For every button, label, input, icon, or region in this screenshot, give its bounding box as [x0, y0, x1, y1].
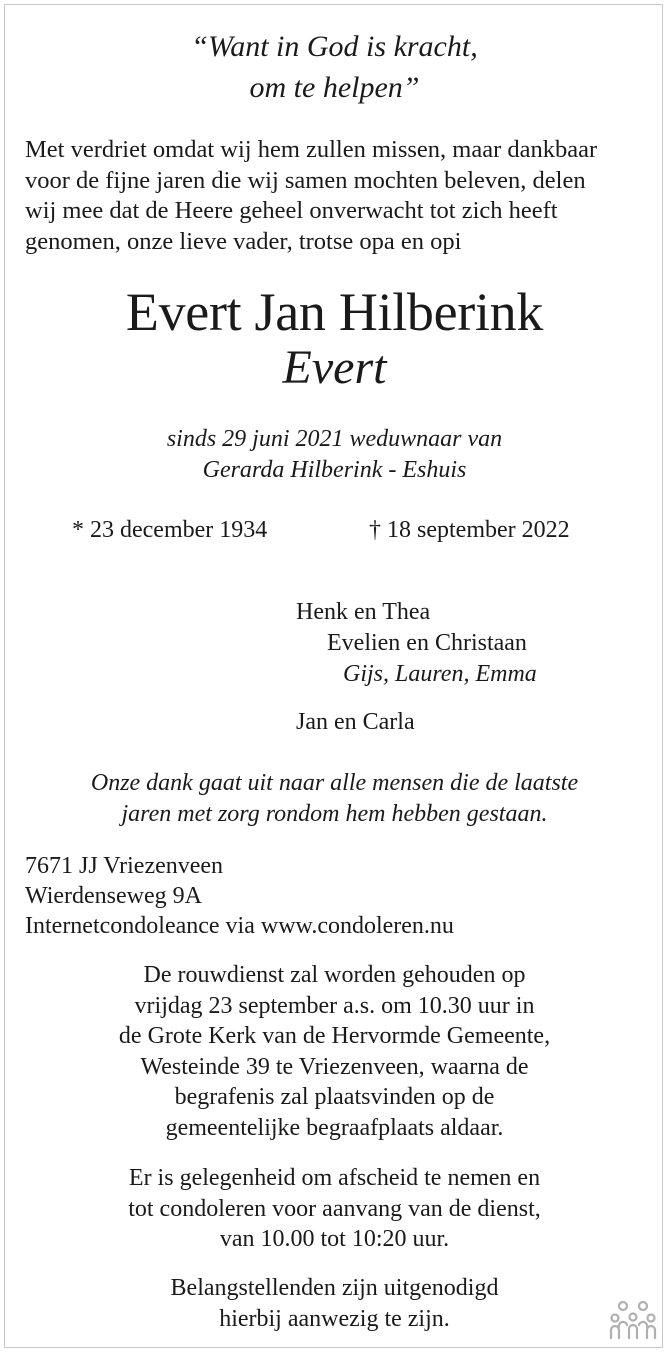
thanks-line: Onze dank gaat uit naar alle mensen die de laatste: [90, 770, 579, 796]
deceased-name: Evert Jan Hilberink: [125, 282, 544, 342]
family-member: Evelien en Christaan: [327, 630, 527, 656]
farewell-line: tot condoleren voor aanvang van de dienst,: [128, 1195, 541, 1222]
condolence-website: Internetcondoleance via www.condoleren.nu: [25, 913, 454, 939]
invite-line: hierbij aanwezig te zijn.: [219, 1305, 450, 1332]
family-member: Henk en Thea: [296, 599, 431, 625]
invitation-note: [0, 1273, 669, 1334]
widow-line: sinds 29 juni 2021 weduwnaar van: [166, 426, 503, 452]
farewell-line: Er is gelegenheid om afscheid te nemen en: [128, 1165, 541, 1191]
funeral-service-info: [0, 960, 669, 1143]
grandchildren: Gijs, Lauren, Emma: [343, 661, 537, 687]
family-member: Jan en Carla: [296, 709, 415, 735]
service-line: de Grote Kerk van de Hervormde Gemeente,: [118, 1023, 551, 1049]
intro-line: genomen, onze lieve vader, trotse opa en opi: [25, 227, 462, 255]
motto-line: “Want in God is kracht,: [191, 30, 478, 63]
invite-line: Belangstellenden zijn uitgenodigd: [170, 1275, 499, 1301]
death-date: † 18 september 2022: [369, 517, 570, 543]
thanks-note: [0, 768, 669, 830]
thanks-line: jaren met zorg rondom hem hebben gestaan.: [121, 801, 548, 827]
widow-note: [0, 424, 669, 486]
farewell-line: van 10.00 tot 10:20 uur.: [219, 1226, 450, 1252]
address-postal: 7671 JJ Vriezenveen: [25, 853, 224, 879]
farewell-info: [0, 1163, 669, 1255]
service-line: Westeinde 39 te Vriezenveen, waarna de: [140, 1053, 529, 1080]
service-line: vrijdag 23 september a.s. om 10.30 uur in: [134, 992, 535, 1019]
intro-line: wij mee dat de Heere geheel onverwacht tot zich heeft: [25, 197, 558, 224]
widow-line: Gerarda Hilberink - Eshuis: [202, 457, 467, 483]
service-line: begrafenis zal plaatsvinden op de: [174, 1084, 495, 1110]
service-line: gemeentelijke begraafplaats aldaar.: [165, 1114, 504, 1141]
motto-line: om te helpen”: [249, 71, 420, 104]
service-line: De rouwdienst zal worden gehouden op: [143, 962, 526, 988]
people-group-icon: [608, 1300, 658, 1340]
correspondence-address: [25, 851, 645, 941]
birth-date: * 23 december 1934: [72, 517, 268, 543]
intro-line: Met verdriet omdat wij hem zullen missen, maar dankbaar: [25, 136, 598, 163]
intro-line: voor de fijne jaren die wij samen mochten beleven, delen: [25, 166, 586, 194]
address-street: Wierdenseweg 9A: [25, 883, 202, 909]
deceased-nickname: Evert: [282, 341, 387, 394]
motto-quote: [0, 26, 669, 108]
intro-paragraph: [25, 135, 645, 257]
